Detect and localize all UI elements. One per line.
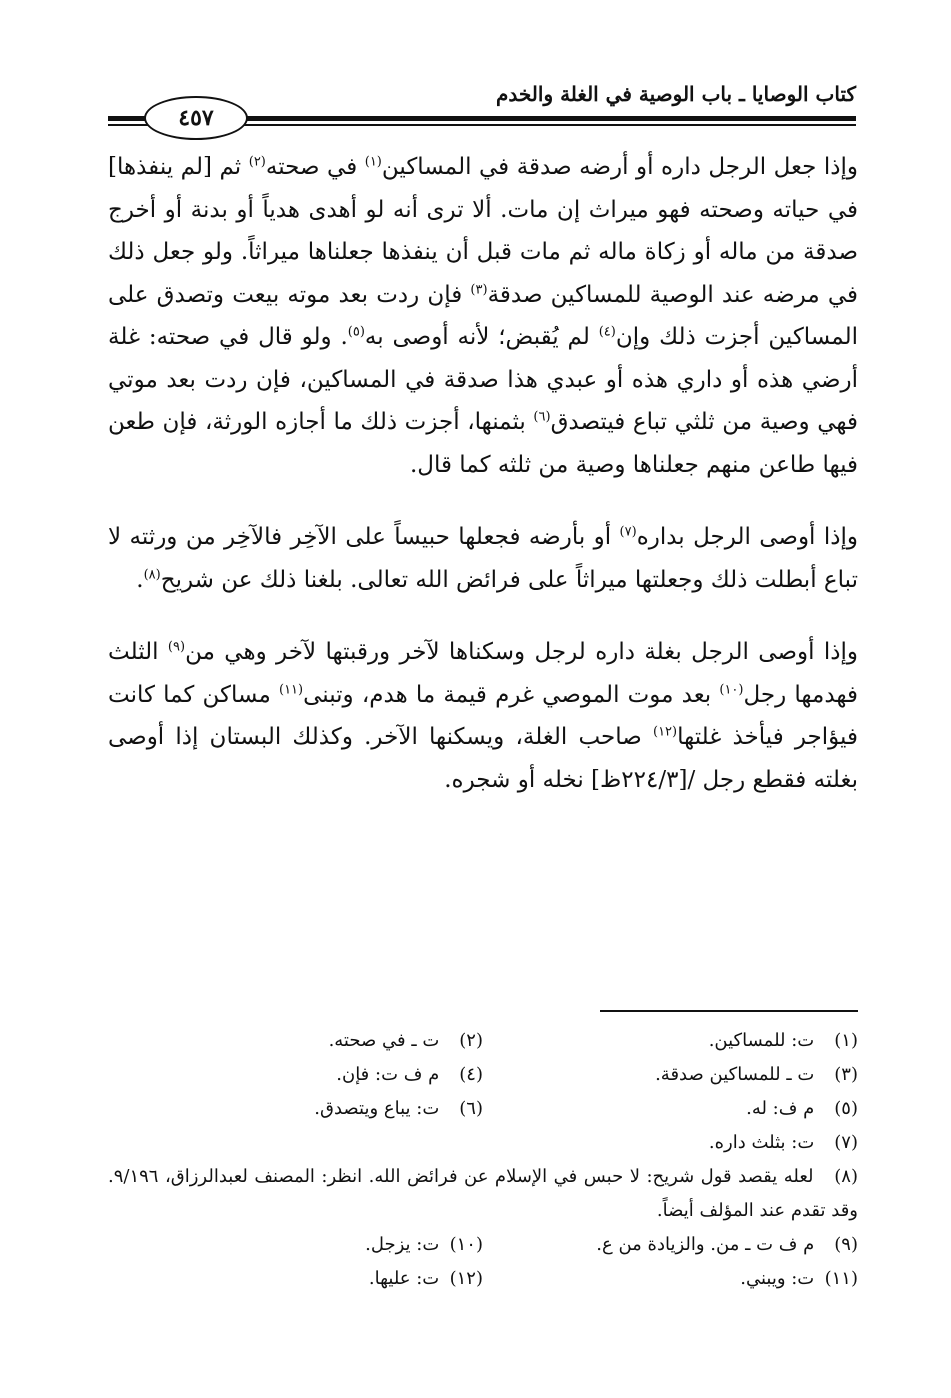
footnote-text: ت: بثلث داره. [708,1132,815,1153]
text-segment: أو بأرضه فجعلها حبيساً على الآخِر فالآخِر من ورثته لا تباع أبطلت ذلك وجعلتها ميراثاً على فرائض الله تعالى. بلغنا ذلك عن شريح [108,524,858,593]
footnote-row [108,1160,858,1228]
footnote-number: (٣) [834,1064,858,1085]
footnote-ref-3: (٣) [470,281,488,297]
footnote-2 [108,1024,483,1058]
footnote-4 [108,1058,483,1092]
footnote-separator [600,1010,858,1012]
footnote-row [108,1126,858,1160]
footnote-row [108,1058,858,1092]
text-segment: مساكن كما كانت فيؤاجر فيأخذ غلتها [108,681,858,750]
footnote-text: ت ـ للمساكين صدقة. [655,1064,815,1085]
footnote-ref-1: (١) [364,154,382,170]
footnote-row [108,1228,858,1262]
main-text [108,146,858,801]
footnote-text: ت ـ في صحته. [328,1030,440,1051]
footnote-number: (١٢) [449,1268,483,1289]
footnote-number: (٩) [834,1234,858,1255]
text-segment: لم يُقبض؛ لأنه أوصى به [364,324,599,350]
footnote-ref-7: (٧) [619,524,637,540]
footnote-3 [483,1058,858,1092]
text-segment: . [136,566,144,593]
footnote-text: م ف: له. [746,1098,815,1119]
footnote-12 [108,1262,483,1296]
text-segment: الثلث فهدمها رجل [108,639,859,708]
text-segment: وإذا أوصى الرجل بداره [636,524,858,550]
footnote-number: (١١) [824,1268,858,1289]
footnote-number: (٥) [834,1098,858,1119]
footnote-number: (٤) [459,1064,483,1085]
paragraph-3 [108,631,858,801]
text-segment: فإن ردت بعد موته بيعت وتصدق على المساكين أجزت ذلك وإن [108,281,858,350]
footnotes [108,1024,858,1296]
footnote-ref-8: (٨) [143,566,161,582]
footnote-ref-12: (١٢) [652,724,678,740]
text-segment: بثمنها، أجزت ذلك ما أجازه الورثة، فإن طعن فيها طاعن منهم جعلناها وصية من ثلثه كما قال. [108,409,858,478]
footnote-1 [483,1024,858,1058]
text-segment: بعد موت الموصي غرم قيمة ما هدم، وتبنى [303,681,720,708]
text-segment: صاحب الغلة، ويسكنها الآخر. وكذلك البستان إذا أوصى بغلته فقطع رجل /[٢٢٤/٣ظ] نخله أو شجره. [108,724,858,793]
footnote-number: (٧) [834,1132,858,1153]
footnote-ref-10: (١٠) [719,681,744,697]
paragraph-2 [108,516,858,601]
footnote-number: (١٠) [449,1234,483,1255]
footnote-row [108,1262,858,1296]
footnote-text: ت: ويبني. [740,1268,815,1289]
footnote-ref-4: (٤) [598,324,616,340]
running-title: كتاب الوصايا ـ باب الوصية في الغلة والخدم [496,82,856,106]
footnote-10 [108,1228,483,1262]
footnote-ref-5: (٥) [347,324,365,340]
footnote-number: (١) [834,1030,858,1051]
text-segment: ثم [لم ينفذها] في حياته وصحته فهو ميراث إن مات. ألا ترى أنه لو أهدى هدياً أو بدنة أو أخرج صدقة من ماله أو زكاة ماله ثم مات قبل أن ينفذها جعلناها ميراثاً. ولو جعل ذلك في مرضه عند الوصية للمساكين صدقة [108,154,858,308]
footnote-7 [108,1126,858,1160]
footnote-number: (٨) [834,1166,858,1187]
page-header [108,78,856,130]
footnote-text: ت: عليها. [368,1268,440,1289]
text-segment: . ولو قال في صحته: غلة أرضي هذه أو داري هذه أو عبدي هذا صدقة في المساكين، فإن ردت بعد موتي فهي وصية من ثلثي تباع فيتصدق [108,324,858,435]
footnote-8 [108,1160,858,1228]
footnote-text: لعله يقصد قول شريح: لا حبس في الإسلام عن فرائض الله. انظر: المصنف لعبدالرزاق، ٩/١٩٦. وقد تقدم عند المؤلف أيضاً. [108,1166,858,1221]
footnote-text: ت: يباع ويتصدق. [314,1098,440,1119]
text-segment: في صحته [265,154,365,180]
footnote-number: (٦) [459,1098,483,1119]
footnote-6 [108,1092,483,1126]
footnote-text: ت: للمساكين. [708,1030,815,1051]
footnote-ref-6: (٦) [533,409,551,425]
page-number: ٤٥٧ [144,96,248,140]
text-segment: وإذا جعل الرجل داره أو أرضه صدقة في المساكين [381,154,858,180]
footnote-ref-11: (١١) [278,681,304,697]
footnote-5 [483,1092,858,1126]
text-segment: وإذا أوصى الرجل بغلة داره لرجل وسكناها لآخر ورقبتها لآخر وهي من [185,639,858,665]
footnote-ref-9: (٩) [167,639,186,655]
footnote-11 [483,1262,858,1296]
footnote-text: م ف ت ـ من. والزيادة من ع. [596,1234,815,1255]
footnote-number: (٢) [459,1030,483,1051]
footnote-row [108,1092,858,1126]
footnote-row [108,1024,858,1058]
paragraph-1 [108,146,858,486]
footnote-9 [483,1228,858,1262]
footnote-text: ت: يزجل. [365,1234,440,1255]
footnote-ref-2: (٢) [248,154,266,170]
footnote-text: م ف ت: فإن. [336,1064,440,1085]
